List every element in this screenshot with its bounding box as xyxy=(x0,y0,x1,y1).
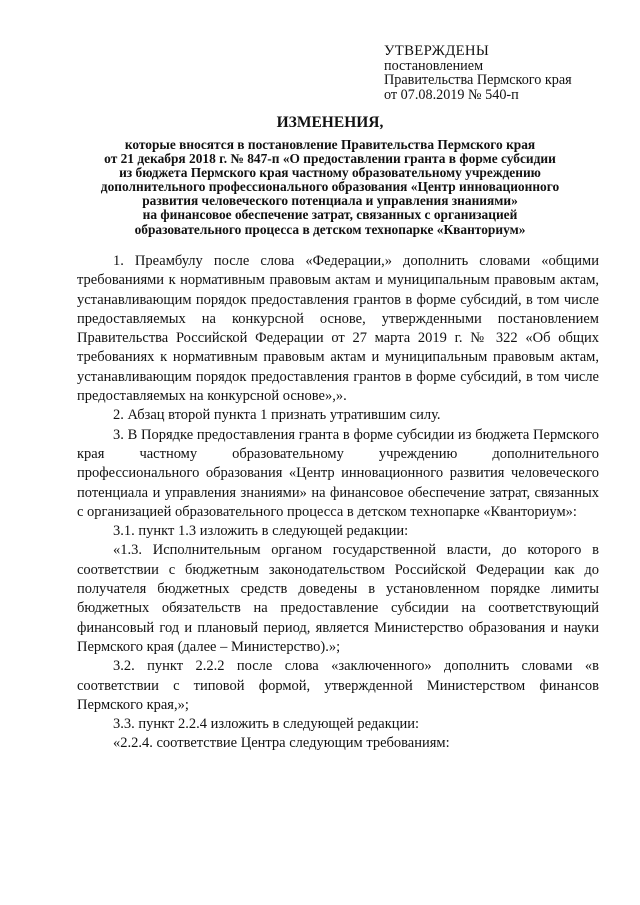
subtitle-line: дополнительного профессионального образования «Центр инновационного xyxy=(100,179,560,195)
approval-line: Правительства Пермского края xyxy=(384,72,572,88)
approval-heading: УТВЕРЖДЕНЫ xyxy=(384,43,490,59)
paragraph-2: 2. Абзац второй пункта 1 признать утратившим силу. xyxy=(113,407,441,424)
approval-line: постановлением xyxy=(384,57,484,74)
paragraph-1: 1. Преамбулу после слова «Федерации,» дополнить словами «общими требованиями к нормативным правовым актам и муниципальным правовым актам, устанавливающим порядок предоставления грантов в форме субсидий, в том числе предоставляемых на конкурсной основе, утвержденными постановлением Правительства Российской Федерации от 27 марта 2019 г. № 322 «Об общих требованиях к нормативным правовым актам и муниципальным правовым актам, устанавливающим порядок предоставления грантов в форме субсидий, в том числе предоставляемых на конкурсной основе»,». xyxy=(77,253,599,405)
subtitle-line: от 21 декабря 2018 г. № 847-п «О предоставлении гранта в форме субсидии xyxy=(104,151,556,167)
subtitle-line: из бюджета Пермского края частному образовательному учреждению xyxy=(119,165,541,181)
subtitle-line: образовательного процесса в детском технопарке «Кванториум» xyxy=(134,221,526,237)
paragraph-3-2: 3.2. пункт 2.2.2 после слова «заключенного» дополнить словами «в соответствии с типовой формой, утвержденной Министерством финансов Пермского края,»; xyxy=(77,658,599,713)
subtitle-line: которые вносятся в постановление Правительства Пермского края xyxy=(124,137,536,152)
document-title: ИЗМЕНЕНИЯ, xyxy=(276,114,384,131)
subtitle-line: на финансовое обеспечение затрат, связанных с организацией xyxy=(142,207,518,223)
approval-line: от 07.08.2019 № 540-п xyxy=(384,86,519,103)
paragraph-quote-2-2-4: «2.2.4. соответствие Центра следующим требованиям: xyxy=(113,735,450,752)
document-body xyxy=(77,252,599,754)
approval-stamp xyxy=(384,44,572,102)
document-title-block xyxy=(60,114,600,237)
subtitle-line: развития человеческого потенциала и управления знаниями» xyxy=(142,193,518,209)
paragraph-3: 3. В Порядке предоставления гранта в форме субсидии из бюджета Пермского края частному образовательному учреждению дополнительного профессионального образования «Центр инновационного развития человеческого потенциала и управления знаниями» на финансовое обеспечение затрат, связанных с организацией образовательного процесса в детском технопарке «Кванториум»: xyxy=(77,426,599,520)
paragraph-quote-1-3: «1.3. Исполнительным органом государственной власти, до которого в соответствии с бюджетным законодательством Российской Федерации как до получателя бюджетных средств доведены в установленном порядке лимиты бюджетных обязательств на предоставление субсидии на соответствующий финансовый год и плановый период, является Министерство образования и науки Пермского края (далее – Министерство).»; xyxy=(77,542,599,655)
paragraph-3-3: 3.3. пункт 2.2.4 изложить в следующей редакции: xyxy=(113,716,420,733)
paragraph-3-1: 3.1. пункт 1.3 изложить в следующей редакции: xyxy=(113,523,409,540)
document-subtitle xyxy=(60,138,600,237)
